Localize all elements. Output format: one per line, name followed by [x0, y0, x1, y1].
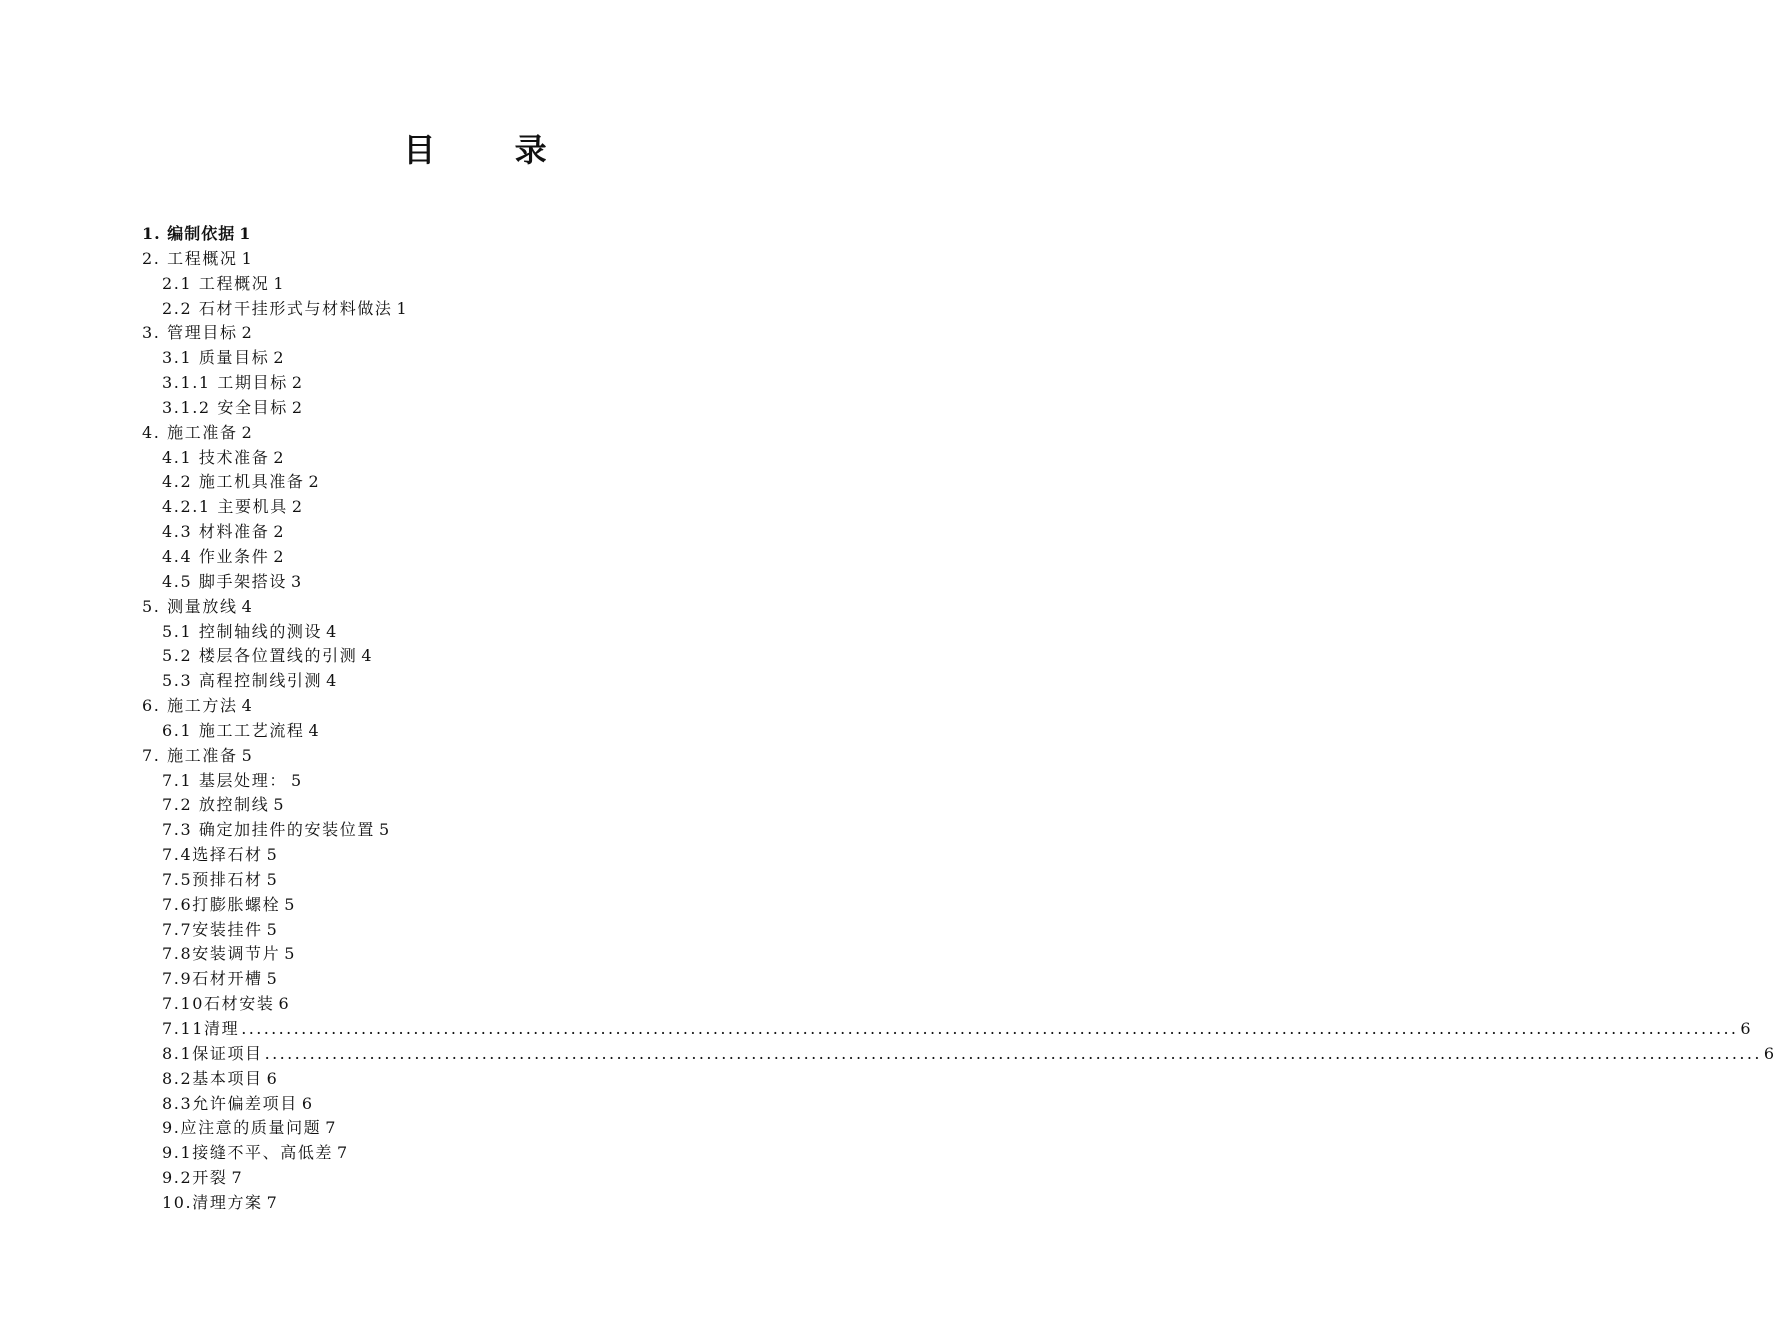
toc-entry[interactable] — [142, 719, 850, 744]
toc-entry[interactable] — [142, 669, 850, 694]
toc-entry-page-number: 6 — [1740, 1019, 1753, 1038]
toc-entry-label: 9.应注意的质量问题 — [162, 1118, 322, 1138]
toc-entry-label: 8.2基本项目 — [162, 1068, 263, 1088]
toc-entry-label: 4.5 脚手架搭设 — [162, 571, 287, 591]
toc-entry-page-number: 4 — [326, 621, 338, 641]
toc-entry-page-number: 7 — [325, 1118, 338, 1138]
toc-entry-page-number: 5 — [290, 770, 303, 790]
toc-entry-label: 5. 测量放线 — [142, 596, 238, 616]
toc-entry[interactable] — [142, 222, 850, 247]
toc-entry-page-number: 6 — [1763, 1043, 1776, 1063]
toc-entry-label: 1. 编制依据 — [142, 224, 236, 243]
toc-entry-page-number: 7 — [266, 1192, 279, 1212]
toc-dot-leader: ........................................................................................................................................................................................................ — [264, 1043, 1762, 1063]
toc-entry-label: 4. 施工准备 — [142, 422, 238, 442]
toc-entry-label: 4.4 作业条件 — [162, 546, 270, 566]
page-title: 目 录 — [403, 131, 581, 169]
toc-entry-page-number: 4 — [241, 596, 254, 616]
toc-entry-label: 2.2 石材干挂形式与材料做法 — [162, 298, 393, 318]
toc-entry[interactable] — [142, 371, 850, 396]
toc-entry-page-number: 6 — [266, 1068, 279, 1088]
toc-entry-label: 6. 施工方法 — [142, 696, 238, 716]
toc-dot-leader: ........................................................................................................................................................................................................ — [241, 1019, 1739, 1038]
toc-entry-page-number: 5 — [266, 969, 279, 989]
toc-entry-page-number: 2 — [241, 422, 254, 442]
toc-entry[interactable] — [142, 769, 850, 794]
toc-entry-page-number: 2 — [241, 323, 254, 343]
toc-entry[interactable] — [142, 272, 850, 297]
toc-entry-label: 4.2.1 主要机具 — [162, 497, 288, 517]
toc-entry-page-number: 5 — [266, 919, 279, 939]
toc-entry[interactable] — [142, 346, 850, 371]
toc-entry-page-number: 4 — [326, 671, 338, 691]
toc-entry-page-number: 7 — [231, 1168, 244, 1188]
toc-entry[interactable] — [142, 545, 850, 570]
toc-entry-label: 7.1 基层处理： — [162, 770, 287, 790]
toc-entry-label: 5.1 控制轴线的测设 — [162, 621, 323, 641]
toc-entry-label: 4.2 施工机具准备 — [162, 472, 305, 492]
toc-entry-label: 7.5预排石材 — [162, 869, 263, 889]
toc-entry-label: 10.清理方案 — [162, 1192, 263, 1212]
toc-entry[interactable] — [142, 1067, 850, 1092]
toc-entry[interactable] — [142, 1042, 1776, 1067]
toc-entry-page-number: 1 — [273, 273, 286, 293]
toc-entry-label: 5.3 高程控制线引测 — [162, 671, 323, 691]
toc-entry-label: 2.1 工程概况 — [162, 273, 270, 293]
toc-entry-page-number: 4 — [241, 696, 254, 716]
toc-entry-page-number: 2 — [308, 472, 321, 492]
toc-entry-page-number: 1 — [239, 224, 252, 243]
toc-entry[interactable] — [142, 520, 850, 545]
toc-entry-page-number: 5 — [273, 795, 286, 815]
toc-entry[interactable] — [142, 818, 850, 843]
toc-entry-label: 7.9石材开槽 — [162, 969, 263, 989]
toc-entry[interactable] — [142, 918, 850, 943]
toc-entry[interactable] — [142, 967, 850, 992]
toc-entry[interactable] — [142, 992, 850, 1017]
toc-entry[interactable] — [142, 470, 850, 495]
toc-entry-label: 9.1接缝不平、高低差 — [162, 1143, 334, 1163]
toc-entry-label: 7.8安装调节片 — [162, 944, 281, 964]
toc-entry-page-number: 2 — [273, 522, 286, 542]
toc-entry[interactable] — [142, 595, 850, 620]
toc-entry[interactable] — [142, 942, 850, 967]
toc-entry-label: 4.3 材料准备 — [162, 522, 270, 542]
toc-entry-page-number: 2 — [273, 546, 286, 566]
toc-entry-label: 8.1保证项目 — [162, 1043, 263, 1063]
toc-entry-label: 7.6打膨胀螺栓 — [162, 894, 281, 914]
toc-entry[interactable] — [142, 1191, 850, 1216]
toc-entry-label: 3.1.2 安全目标 — [162, 397, 288, 417]
toc-entry[interactable] — [142, 247, 850, 272]
toc-entry[interactable] — [142, 893, 850, 918]
toc-entry[interactable] — [142, 868, 850, 893]
toc-entry[interactable] — [142, 495, 850, 520]
toc-entry-page-number: 2 — [291, 497, 304, 517]
table-of-contents — [142, 222, 1776, 1216]
toc-entry-label: 3.1 质量目标 — [162, 348, 270, 368]
toc-entry-label: 3.1.1 工期目标 — [162, 373, 288, 393]
toc-entry-label: 2. 工程概况 — [142, 248, 238, 268]
toc-entry[interactable] — [142, 1141, 850, 1166]
toc-entry[interactable] — [142, 644, 850, 669]
toc-entry-page-number: 2 — [291, 373, 304, 393]
toc-entry-page-number: 6 — [301, 1093, 314, 1113]
toc-entry[interactable] — [142, 396, 850, 421]
toc-entry-page-number: 4 — [308, 720, 321, 740]
toc-entry-label: 7.11清理 — [162, 1019, 240, 1038]
toc-entry-page-number: 4 — [361, 646, 374, 666]
toc-entry-label: 7.3 确定加挂件的安装位置 — [162, 820, 375, 840]
toc-entry-label: 7.10石材安装 — [162, 994, 275, 1014]
toc-entry-page-number: 5 — [266, 845, 279, 865]
toc-entry-page-number: 7 — [337, 1143, 349, 1163]
toc-entry-page-number: 5 — [378, 820, 391, 840]
toc-entry-label: 7. 施工准备 — [142, 745, 238, 765]
toc-entry[interactable] — [142, 694, 850, 719]
toc-entry[interactable] — [142, 744, 850, 769]
toc-entry-label: 7.2 放控制线 — [162, 795, 270, 815]
toc-entry-label: 7.4选择石材 — [162, 845, 263, 865]
toc-entry[interactable] — [142, 297, 850, 322]
toc-entry-page-number: 6 — [278, 994, 291, 1014]
toc-entry[interactable] — [142, 1166, 850, 1191]
toc-entry-page-number: 5 — [241, 745, 254, 765]
toc-entry-page-number: 2 — [273, 447, 286, 467]
toc-entry[interactable] — [142, 570, 850, 595]
toc-entry-page-number: 1 — [396, 298, 409, 318]
toc-entry-label: 5.2 楼层各位置线的引测 — [162, 646, 358, 666]
toc-entry-page-number: 3 — [290, 571, 303, 591]
toc-entry-label: 9.2开裂 — [162, 1168, 228, 1188]
toc-entry-page-number: 5 — [266, 869, 279, 889]
toc-entry[interactable] — [142, 843, 850, 868]
toc-entry-label: 4.1 技术准备 — [162, 447, 270, 467]
toc-entry[interactable] — [142, 446, 850, 471]
toc-entry[interactable] — [142, 1017, 1753, 1042]
toc-entry[interactable] — [142, 1092, 850, 1117]
toc-entry-page-number: 1 — [241, 248, 254, 268]
toc-entry[interactable] — [142, 793, 850, 818]
toc-entry[interactable] — [142, 321, 850, 346]
toc-entry-label: 7.7安装挂件 — [162, 919, 263, 939]
toc-entry[interactable] — [142, 620, 850, 645]
toc-entry-page-number: 2 — [273, 348, 286, 368]
toc-entry[interactable] — [142, 1116, 850, 1141]
toc-entry-page-number: 5 — [284, 944, 297, 964]
toc-entry-label: 3. 管理目标 — [142, 323, 238, 343]
toc-entry-page-number: 5 — [284, 894, 297, 914]
toc-entry-page-number: 2 — [291, 397, 304, 417]
toc-entry[interactable] — [142, 421, 850, 446]
toc-entry-label: 6.1 施工工艺流程 — [162, 720, 305, 740]
toc-entry-label: 8.3允许偏差项目 — [162, 1093, 298, 1113]
